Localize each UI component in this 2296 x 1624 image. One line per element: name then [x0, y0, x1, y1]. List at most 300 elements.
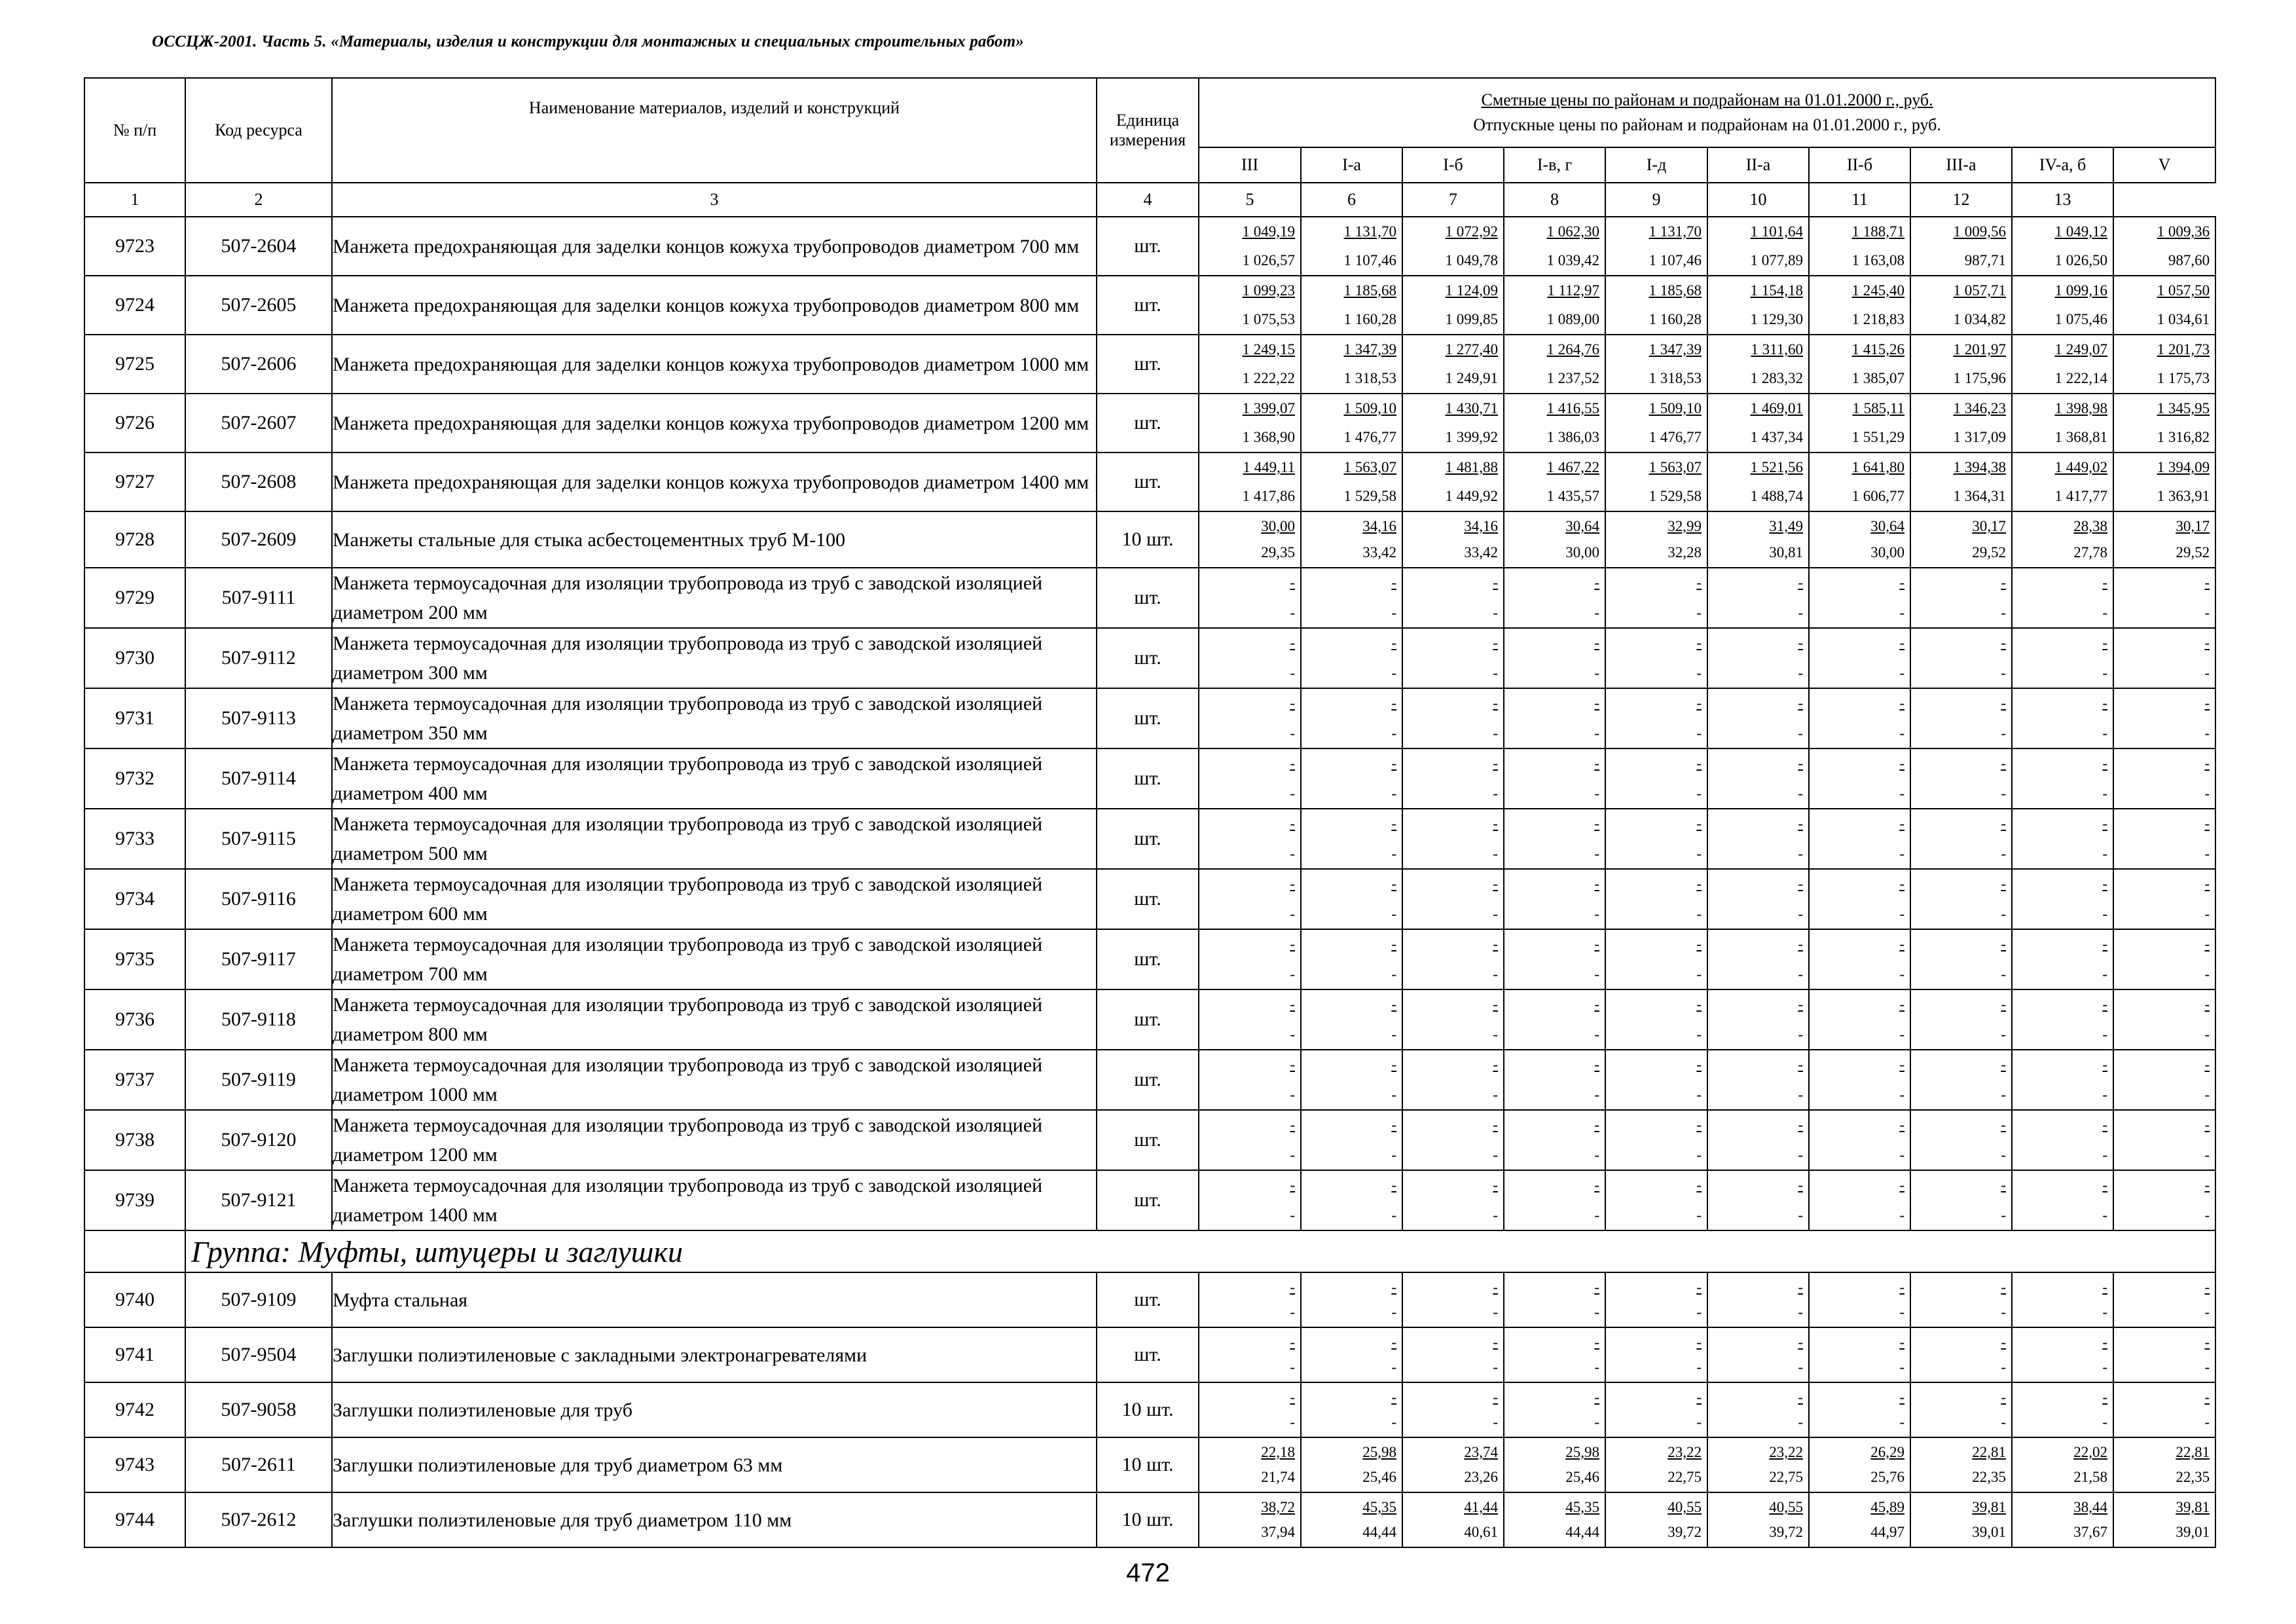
- price-cell: [1809, 1382, 1910, 1437]
- price-cell: [1402, 568, 1504, 628]
- estimated-price: -: [2204, 996, 2210, 1012]
- price-cell: [1809, 1272, 1910, 1327]
- price-cell: [2012, 452, 2113, 511]
- price-cell: [1809, 1170, 1910, 1230]
- price-cell: [2012, 1110, 2113, 1170]
- estimated-price: 1 585,11: [1852, 400, 1904, 416]
- price-cell: [2012, 688, 2113, 748]
- estimated-price: 30,17: [2176, 518, 2210, 534]
- estimated-price: 1 449,11: [1243, 459, 1295, 475]
- price-cell: [2012, 1382, 2113, 1437]
- price-cell: [1199, 1170, 1301, 1230]
- release-price: -: [1391, 665, 1396, 681]
- resource-code: 507-9119: [185, 1050, 332, 1110]
- release-price: -: [1696, 906, 1702, 922]
- release-price: 39,01: [1972, 1524, 2006, 1540]
- price-cell: [1301, 869, 1402, 929]
- release-price: -: [1290, 1086, 1295, 1103]
- estimated-price: 1 099,16: [2054, 282, 2107, 299]
- item-name: Манжета термоусадочная для изоляции трубопровода из труб с заводской изоляцией диаметром 200 мм: [332, 568, 1097, 628]
- price-cell: [2113, 1272, 2215, 1327]
- estimated-price: -: [2001, 695, 2006, 711]
- price-cell: [1504, 1110, 1605, 1170]
- release-price: -: [1391, 966, 1396, 982]
- estimated-price: 26,29: [1870, 1444, 1904, 1460]
- price-cell: [1605, 748, 1707, 809]
- estimated-price: 45,35: [1565, 1499, 1599, 1515]
- price-cell: [2113, 688, 2215, 748]
- table-row: [84, 869, 2215, 929]
- estimated-price: -: [1798, 936, 1803, 952]
- group-row: [84, 1230, 2215, 1272]
- price-cell: [1707, 1437, 1809, 1492]
- region-header: II-а: [1707, 147, 1809, 183]
- price-table: [84, 77, 2216, 1548]
- release-price: 1 368,81: [2054, 429, 2107, 445]
- price-cell: [1605, 1382, 1707, 1437]
- estimated-price: 1 521,56: [1750, 459, 1803, 475]
- estimated-price: -: [1798, 1177, 1803, 1193]
- estimated-price: -: [1899, 1177, 1904, 1193]
- price-cell: [1504, 688, 1605, 748]
- price-cell: [1199, 688, 1301, 748]
- estimated-price: -: [1798, 574, 1803, 591]
- price-cell: [1504, 748, 1605, 809]
- price-cell: [1402, 1437, 1504, 1492]
- item-name: Манжета предохраняющая для заделки концов кожуха трубопроводов диаметром 700 мм: [332, 217, 1097, 276]
- estimated-price: 1 345,95: [2157, 400, 2210, 416]
- estimated-price: 1 112,97: [1547, 282, 1599, 299]
- price-cell: [1301, 568, 1402, 628]
- price-cell: [1910, 568, 2012, 628]
- estimated-price: 1 394,09: [2157, 459, 2210, 475]
- estimated-price: -: [2102, 1279, 2107, 1295]
- release-price: 33,42: [1362, 544, 1396, 561]
- release-price: 25,46: [1565, 1469, 1599, 1485]
- price-cell: [1504, 568, 1605, 628]
- price-cell: [1301, 1050, 1402, 1110]
- release-price: 987,60: [2168, 252, 2210, 268]
- release-price: 1 175,73: [2157, 370, 2210, 386]
- release-price: -: [1493, 665, 1498, 681]
- release-price: 1 107,46: [1343, 252, 1396, 268]
- estimated-price: -: [1391, 1177, 1396, 1193]
- unit-of-measure: шт.: [1097, 809, 1199, 869]
- region-header: I-д: [1605, 147, 1707, 183]
- release-price: -: [1594, 604, 1599, 621]
- resource-code: 507-9116: [185, 869, 332, 929]
- estimated-price: -: [1290, 996, 1295, 1012]
- price-cell: [1504, 869, 1605, 929]
- unit-of-measure: шт.: [1097, 989, 1199, 1050]
- estimated-price: -: [1798, 1056, 1803, 1073]
- release-price: -: [2102, 725, 2107, 741]
- estimated-price: -: [1493, 996, 1498, 1012]
- estimated-price: -: [2001, 815, 2006, 832]
- estimated-price: -: [1696, 574, 1702, 591]
- table-row: [84, 748, 2215, 809]
- region-header: IV-а, б: [2012, 147, 2113, 183]
- release-price: -: [1899, 1026, 1904, 1043]
- col-header-prices: [1199, 78, 2215, 147]
- estimated-price: -: [2102, 815, 2107, 832]
- release-price: 44,97: [1870, 1524, 1904, 1540]
- estimated-price: -: [2001, 936, 2006, 952]
- release-price: -: [1899, 604, 1904, 621]
- row-number: 9738: [84, 1110, 185, 1170]
- estimated-price: -: [1798, 1389, 1803, 1405]
- price-cell: [1910, 1272, 2012, 1327]
- release-price: -: [1391, 1207, 1396, 1223]
- estimated-price: -: [1798, 635, 1803, 651]
- column-number: 5: [1199, 183, 1301, 217]
- group-row-empty-cell: [84, 1230, 185, 1272]
- column-number: 3: [332, 183, 1097, 217]
- page-number: 472: [1126, 1559, 1170, 1587]
- estimated-price: -: [2001, 876, 2006, 892]
- price-cell: [1301, 748, 1402, 809]
- unit-of-measure: шт.: [1097, 394, 1199, 452]
- estimated-price: -: [1696, 635, 1702, 651]
- table-row: [84, 452, 2215, 511]
- price-cell: [1504, 1327, 1605, 1382]
- row-number: 9733: [84, 809, 185, 869]
- estimated-price: -: [1290, 1056, 1295, 1073]
- estimated-price: -: [1594, 635, 1599, 651]
- release-price: -: [1391, 1086, 1396, 1103]
- estimated-price: 1 311,60: [1751, 341, 1803, 358]
- unit-of-measure: шт.: [1097, 688, 1199, 748]
- price-cell: [1301, 276, 1402, 335]
- price-cell: [2012, 335, 2113, 394]
- column-number: 2: [185, 183, 332, 217]
- estimated-price: 22,81: [1972, 1444, 2006, 1460]
- estimated-price: 1 563,07: [1649, 459, 1702, 475]
- price-cell: [1910, 869, 2012, 929]
- estimated-price: -: [2204, 695, 2210, 711]
- price-cell: [2012, 869, 2113, 929]
- price-cell: [1504, 452, 1605, 511]
- item-name: Заглушки полиэтиленовые для труб диаметром 110 мм: [332, 1492, 1097, 1547]
- price-cell: [1707, 452, 1809, 511]
- release-price: 1 529,58: [1343, 488, 1396, 504]
- release-price: -: [1493, 1086, 1498, 1103]
- price-cell: [1402, 1170, 1504, 1230]
- estimated-price: -: [1493, 695, 1498, 711]
- price-cell: [1199, 989, 1301, 1050]
- release-price: 27,78: [2073, 544, 2107, 561]
- release-price: -: [1290, 845, 1295, 862]
- release-price: -: [2204, 785, 2210, 802]
- price-cell: [2012, 1492, 2113, 1547]
- price-cell: [1504, 335, 1605, 394]
- price-cell: [1402, 809, 1504, 869]
- price-cell: [2012, 276, 2113, 335]
- release-price: -: [1899, 1304, 1904, 1320]
- item-name: Манжета предохраняющая для заделки концов кожуха трубопроводов диаметром 1000 мм: [332, 335, 1097, 394]
- release-price: -: [1594, 1414, 1599, 1430]
- price-cell: [2113, 1492, 2215, 1547]
- estimated-price: 1 099,23: [1242, 282, 1295, 299]
- column-number: 11: [1809, 183, 1910, 217]
- release-price: -: [2102, 906, 2107, 922]
- estimated-price: 1 057,50: [2157, 282, 2210, 299]
- row-number: 9723: [84, 217, 185, 276]
- price-cell: [2113, 1382, 2215, 1437]
- estimated-price: -: [1391, 1056, 1396, 1073]
- price-cell: [1199, 809, 1301, 869]
- estimated-price: 34,16: [1464, 518, 1498, 534]
- estimated-price: 1 563,07: [1343, 459, 1396, 475]
- row-number: 9735: [84, 929, 185, 989]
- resource-code: 507-9112: [185, 628, 332, 688]
- estimated-price: -: [1696, 1279, 1702, 1295]
- release-price: -: [1696, 1086, 1702, 1103]
- price-cell: [1910, 394, 2012, 452]
- price-cell: [1910, 1170, 2012, 1230]
- unit-of-measure: шт.: [1097, 929, 1199, 989]
- price-cell: [1809, 869, 1910, 929]
- price-cell: [1605, 989, 1707, 1050]
- estimated-price: -: [1493, 755, 1498, 771]
- price-cell: [1504, 217, 1605, 276]
- price-cell: [1504, 1050, 1605, 1110]
- estimated-price: 1 481,88: [1445, 459, 1498, 475]
- release-price: -: [1290, 725, 1295, 741]
- estimated-price: 31,49: [1769, 518, 1803, 534]
- price-cell: [1402, 511, 1504, 568]
- release-price: 1 034,82: [1953, 311, 2006, 327]
- item-name: Манжета термоусадочная для изоляции трубопровода из труб с заводской изоляцией диаметром 800 мм: [332, 989, 1097, 1050]
- table-row: [84, 1437, 2215, 1492]
- release-price: -: [1696, 1359, 1702, 1375]
- estimated-price: -: [1290, 1279, 1295, 1295]
- price-cell: [1402, 217, 1504, 276]
- release-price: -: [1493, 1414, 1498, 1430]
- estimated-price: -: [1290, 815, 1295, 832]
- estimated-price: 22,81: [2176, 1444, 2210, 1460]
- price-cell: [2012, 1327, 2113, 1382]
- price-cell: [2012, 809, 2113, 869]
- estimated-price: 1 101,64: [1750, 223, 1803, 240]
- price-cell: [1809, 1050, 1910, 1110]
- release-price: -: [1696, 966, 1702, 982]
- column-number: 9: [1605, 183, 1707, 217]
- price-cell: [1402, 628, 1504, 688]
- release-price: -: [1899, 1086, 1904, 1103]
- release-price: -: [2001, 725, 2006, 741]
- release-price: -: [2102, 1359, 2107, 1375]
- release-price: 21,74: [1261, 1469, 1295, 1485]
- col-header-number: № п/п: [84, 78, 185, 183]
- release-price: -: [1798, 966, 1803, 982]
- release-price: -: [1798, 725, 1803, 741]
- estimated-price: 23,22: [1667, 1444, 1702, 1460]
- release-price: 44,44: [1565, 1524, 1599, 1540]
- price-cell: [1301, 989, 1402, 1050]
- release-price: -: [2204, 1086, 2210, 1103]
- row-number: 9740: [84, 1272, 185, 1327]
- release-price: -: [1594, 1086, 1599, 1103]
- release-price: 1 529,58: [1649, 488, 1702, 504]
- release-price: 22,35: [2176, 1469, 2210, 1485]
- estimated-price: 40,55: [1667, 1499, 1702, 1515]
- estimated-price: -: [2204, 876, 2210, 892]
- estimated-price: -: [1493, 1334, 1498, 1350]
- release-price: -: [1696, 1147, 1702, 1163]
- release-price: -: [2102, 1026, 2107, 1043]
- release-price: -: [1391, 1026, 1396, 1043]
- estimated-price: 1 201,97: [1953, 341, 2006, 358]
- release-price: -: [1290, 1304, 1295, 1320]
- release-price: -: [1391, 906, 1396, 922]
- release-price: 44,44: [1362, 1524, 1396, 1540]
- item-name: Заглушки полиэтиленовые для труб: [332, 1382, 1097, 1437]
- release-price: -: [1798, 1086, 1803, 1103]
- table-row: [84, 276, 2215, 335]
- release-price: 1 075,46: [2054, 311, 2107, 327]
- release-price: 1 222,22: [1242, 370, 1295, 386]
- price-cell: [1605, 1110, 1707, 1170]
- estimated-price: -: [1391, 755, 1396, 771]
- price-cell: [1199, 452, 1301, 511]
- estimated-price: -: [1594, 1177, 1599, 1193]
- release-price: -: [1899, 785, 1904, 802]
- estimated-price: -: [2102, 635, 2107, 651]
- col-header-code: Код ресурса: [185, 78, 332, 183]
- price-cell: [1707, 1110, 1809, 1170]
- release-price: -: [2001, 785, 2006, 802]
- row-number: 9742: [84, 1382, 185, 1437]
- price-cell: [1199, 394, 1301, 452]
- price-cell: [1605, 1170, 1707, 1230]
- release-price: 1 077,89: [1750, 252, 1803, 268]
- estimated-price: -: [1594, 1389, 1599, 1405]
- estimated-price: -: [1290, 936, 1295, 952]
- price-cell: [1301, 452, 1402, 511]
- price-cell: [1809, 276, 1910, 335]
- row-number: 9730: [84, 628, 185, 688]
- estimated-price: -: [2204, 635, 2210, 651]
- region-header: I-б: [1402, 147, 1504, 183]
- estimated-price: -: [2001, 1389, 2006, 1405]
- release-price: -: [1798, 845, 1803, 862]
- estimated-price: 25,98: [1565, 1444, 1599, 1460]
- price-cell: [2012, 1050, 2113, 1110]
- estimated-price: -: [2204, 1334, 2210, 1350]
- price-cell: [1301, 688, 1402, 748]
- estimated-price: -: [1290, 1116, 1295, 1133]
- estimated-price: 1 347,39: [1649, 341, 1702, 358]
- estimated-price: -: [1290, 755, 1295, 771]
- price-cell: [2113, 568, 2215, 628]
- row-number: 9743: [84, 1437, 185, 1492]
- unit-of-measure: 10 шт.: [1097, 1492, 1199, 1547]
- release-price: -: [2102, 785, 2107, 802]
- price-cell: [1199, 1382, 1301, 1437]
- release-price: 1 089,00: [1546, 311, 1599, 327]
- estimated-price: 23,74: [1464, 1444, 1498, 1460]
- price-cell: [1504, 1272, 1605, 1327]
- estimated-price: -: [1696, 1116, 1702, 1133]
- unit-of-measure: 10 шт.: [1097, 511, 1199, 568]
- estimated-price: -: [2102, 1389, 2107, 1405]
- release-price: 1 283,32: [1750, 370, 1803, 386]
- price-cell: [2113, 1110, 2215, 1170]
- estimated-price: -: [2001, 1056, 2006, 1073]
- price-cell: [1504, 628, 1605, 688]
- price-cell: [1199, 511, 1301, 568]
- release-price: 1 364,31: [1953, 488, 2006, 504]
- release-price: -: [1594, 966, 1599, 982]
- release-price: -: [1493, 1304, 1498, 1320]
- price-cell: [1707, 217, 1809, 276]
- estimated-price: -: [2204, 574, 2210, 591]
- table-row: [84, 989, 2215, 1050]
- estimated-price: 1 416,55: [1546, 400, 1599, 416]
- item-name: Манжета термоусадочная для изоляции трубопровода из труб с заводской изоляцией диаметром 500 мм: [332, 809, 1097, 869]
- release-price: -: [2102, 845, 2107, 862]
- estimated-price: -: [1899, 695, 1904, 711]
- column-number: 13: [2012, 183, 2113, 217]
- price-cell: [1301, 217, 1402, 276]
- release-price: 1 107,46: [1649, 252, 1702, 268]
- estimated-price: -: [1696, 1334, 1702, 1350]
- release-price: -: [1696, 725, 1702, 741]
- estimated-price: -: [2102, 695, 2107, 711]
- estimated-price: -: [1493, 1116, 1498, 1133]
- estimated-price: 1 277,40: [1445, 341, 1498, 358]
- unit-of-measure: шт.: [1097, 217, 1199, 276]
- estimated-price: 1 249,07: [2054, 341, 2107, 358]
- estimated-price: -: [1594, 996, 1599, 1012]
- release-price: 987,71: [1964, 252, 2006, 268]
- release-price: 1 318,53: [1649, 370, 1702, 386]
- resource-code: 507-9113: [185, 688, 332, 748]
- price-cell: [1707, 748, 1809, 809]
- price-cell: [1402, 276, 1504, 335]
- release-price: 1 222,14: [2054, 370, 2107, 386]
- prices-title-release: Отпускные цены по районам и подрайонам на 01.01.2000 г., руб.: [1473, 115, 1941, 134]
- estimated-price: -: [1899, 755, 1904, 771]
- estimated-price: -: [2001, 1279, 2006, 1295]
- price-cell: [1199, 568, 1301, 628]
- release-price: 1 363,91: [2157, 488, 2210, 504]
- release-price: -: [1290, 966, 1295, 982]
- release-price: -: [2001, 665, 2006, 681]
- release-price: 39,01: [2176, 1524, 2210, 1540]
- release-price: -: [1798, 1026, 1803, 1043]
- estimated-price: -: [2204, 936, 2210, 952]
- price-cell: [1605, 929, 1707, 989]
- price-cell: [1199, 276, 1301, 335]
- estimated-price: -: [1899, 876, 1904, 892]
- price-cell: [1301, 1492, 1402, 1547]
- row-number: 9728: [84, 511, 185, 568]
- release-price: 1 476,77: [1343, 429, 1396, 445]
- release-price: 1 476,77: [1649, 429, 1702, 445]
- price-cell: [1809, 394, 1910, 452]
- price-cell: [2113, 748, 2215, 809]
- release-price: -: [2102, 604, 2107, 621]
- release-price: -: [1290, 1207, 1295, 1223]
- price-cell: [1301, 1327, 1402, 1382]
- release-price: -: [1696, 785, 1702, 802]
- estimated-price: -: [2001, 635, 2006, 651]
- estimated-price: 1 346,23: [1953, 400, 2006, 416]
- estimated-price: -: [1696, 695, 1702, 711]
- estimated-price: 45,89: [1870, 1499, 1904, 1515]
